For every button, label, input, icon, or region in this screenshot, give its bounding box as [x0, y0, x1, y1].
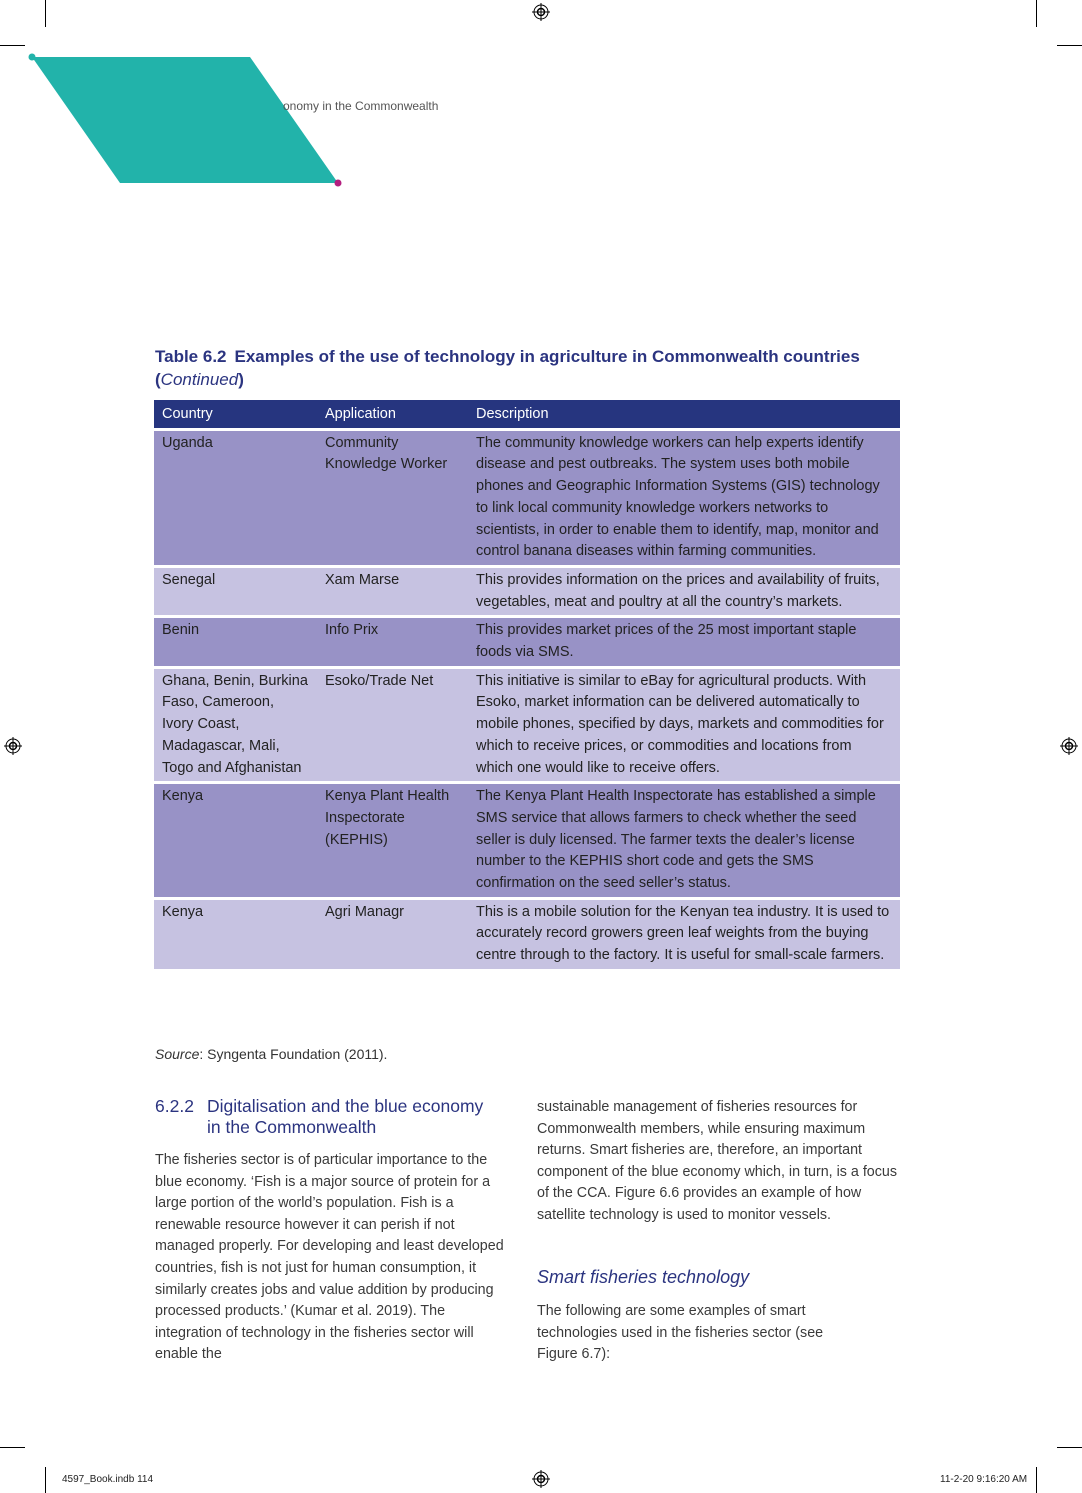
running-head: onomy in the Commonwealth [283, 99, 439, 113]
body-paragraph-right: sustainable management of fisheries resources for Commonwealth members, while ensuring maximum returns. Smart fisheries are, therefore, an important component of the blue economy which, in turn, is a focus of the CCA. Figure 6.6 provides an example of how satellite technology is used to monitor vessels. [537, 1099, 898, 1223]
body-paragraph-right-2: The following are some examples of smart technologies used in the fisheries sector (see Figure 6.7): [537, 1303, 824, 1363]
table-row [154, 897, 900, 969]
cell-application: Esoko/Trade Net [317, 666, 468, 782]
technology-table [154, 400, 900, 969]
table-row [154, 428, 900, 565]
cell-description: This initiative is similar to eBay for agricultural products. With Esoko, market information can be delivered automatically to mobile phones, specified by days, markets and commodities for which to receive prices, or commodities and locations from which one would like to receive offers. [468, 666, 900, 782]
crop-mark [1057, 45, 1082, 46]
table-title-continued: Continued [160, 370, 239, 389]
cell-country: Ghana, Benin, Burkina Faso, Cameroon, Ivory Coast, Madagascar, Mali, Togo and Afghanistan [154, 666, 317, 782]
table-row [154, 615, 900, 665]
cell-country: Senegal [154, 565, 317, 615]
body-paragraph-left: The fisheries sector is of particular importance to the blue economy. ‘Fish is a major source of protein for a large portion of the world’s population. Fish is a renewable resource however it can perish if not managed properly. For developing and least developed countries, fish is not just for human consumption, it similarly creates jobs and value addition by producing processed products.’ (Kumar et al. 2019). The integration of technology in the fisheries sector will enable the [155, 1152, 504, 1363]
footer-timestamp: 11-2-20 9:16:20 AM [940, 1474, 1028, 1485]
table-row [154, 666, 900, 782]
cell-application: Xam Marse [317, 565, 468, 615]
table-row [154, 781, 900, 897]
cell-country: Uganda [154, 428, 317, 565]
cell-application: Kenya Plant Health Inspectorate (KEPHIS) [317, 781, 468, 897]
crop-mark [0, 1447, 25, 1448]
section-title-line2: in the Commonwealth [207, 1117, 377, 1137]
crop-mark [1036, 0, 1037, 27]
cell-description: This provides information on the prices and availability of fruits, vegetables, meat and poultry at all the country’s markets. [468, 565, 900, 615]
table-number: Table 6.2 [155, 347, 227, 366]
table-title-text: Examples of the use of technology in agriculture in Commonwealth countries ( [155, 347, 860, 389]
registration-mark-icon [532, 3, 550, 21]
cell-application: Agri Managr [317, 897, 468, 969]
section-number: 6.2.2 [155, 1096, 194, 1116]
section-heading [155, 1096, 525, 1138]
footer-file: 4597_Book.indb 114 [62, 1474, 154, 1485]
crop-mark [45, 1467, 46, 1493]
column-header-country: Country [154, 400, 317, 428]
table-title-close: ) [238, 370, 244, 389]
registration-mark-icon [4, 737, 22, 755]
cell-description: The community knowledge workers can help experts identify disease and pest outbreaks. The system uses both mobile phones and Geographic Information Systems (GIS) technology to link local community knowledge workers networks to scientists, in order to enable them to identify, map, monitor and control banana diseases within farming communities. [468, 428, 900, 565]
section-title-line1: Digitalisation and the blue economy [207, 1096, 484, 1116]
crop-mark [1036, 1467, 1037, 1493]
source-text: : Syngenta Foundation (2011). [199, 1046, 388, 1062]
cell-description: The Kenya Plant Health Inspectorate has established a simple SMS service that allows farmers to check whether the seed seller is duly licensed. The farmer texts the dealer’s license number to the KEPHIS short code and gets the SMS confirmation on the seed seller’s status. [468, 781, 900, 897]
cell-country: Benin [154, 615, 317, 665]
crop-mark [1057, 1447, 1082, 1448]
cell-application: Community Knowledge Worker [317, 428, 468, 565]
registration-mark-icon [532, 1470, 550, 1488]
cell-description: This is a mobile solution for the Kenyan tea industry. It is used to accurately record growers green leaf weights from the buying centre through to the factory. It is useful for small-scale farmers. [468, 897, 900, 969]
registration-mark-icon [1060, 737, 1078, 755]
source-label: Source [155, 1046, 200, 1062]
cell-country: Kenya [154, 897, 317, 969]
table-row [154, 565, 900, 615]
table-title [155, 345, 900, 391]
column-header-application: Application [317, 400, 468, 428]
table-source [155, 1046, 387, 1062]
cell-country: Kenya [154, 781, 317, 897]
column-header-description: Description [468, 400, 900, 428]
subheading: Smart fisheries technology [537, 1267, 750, 1287]
cell-application: Info Prix [317, 615, 468, 665]
cell-description: This provides market prices of the 25 most important staple foods via SMS. [468, 615, 900, 665]
table-header-row [154, 400, 900, 428]
